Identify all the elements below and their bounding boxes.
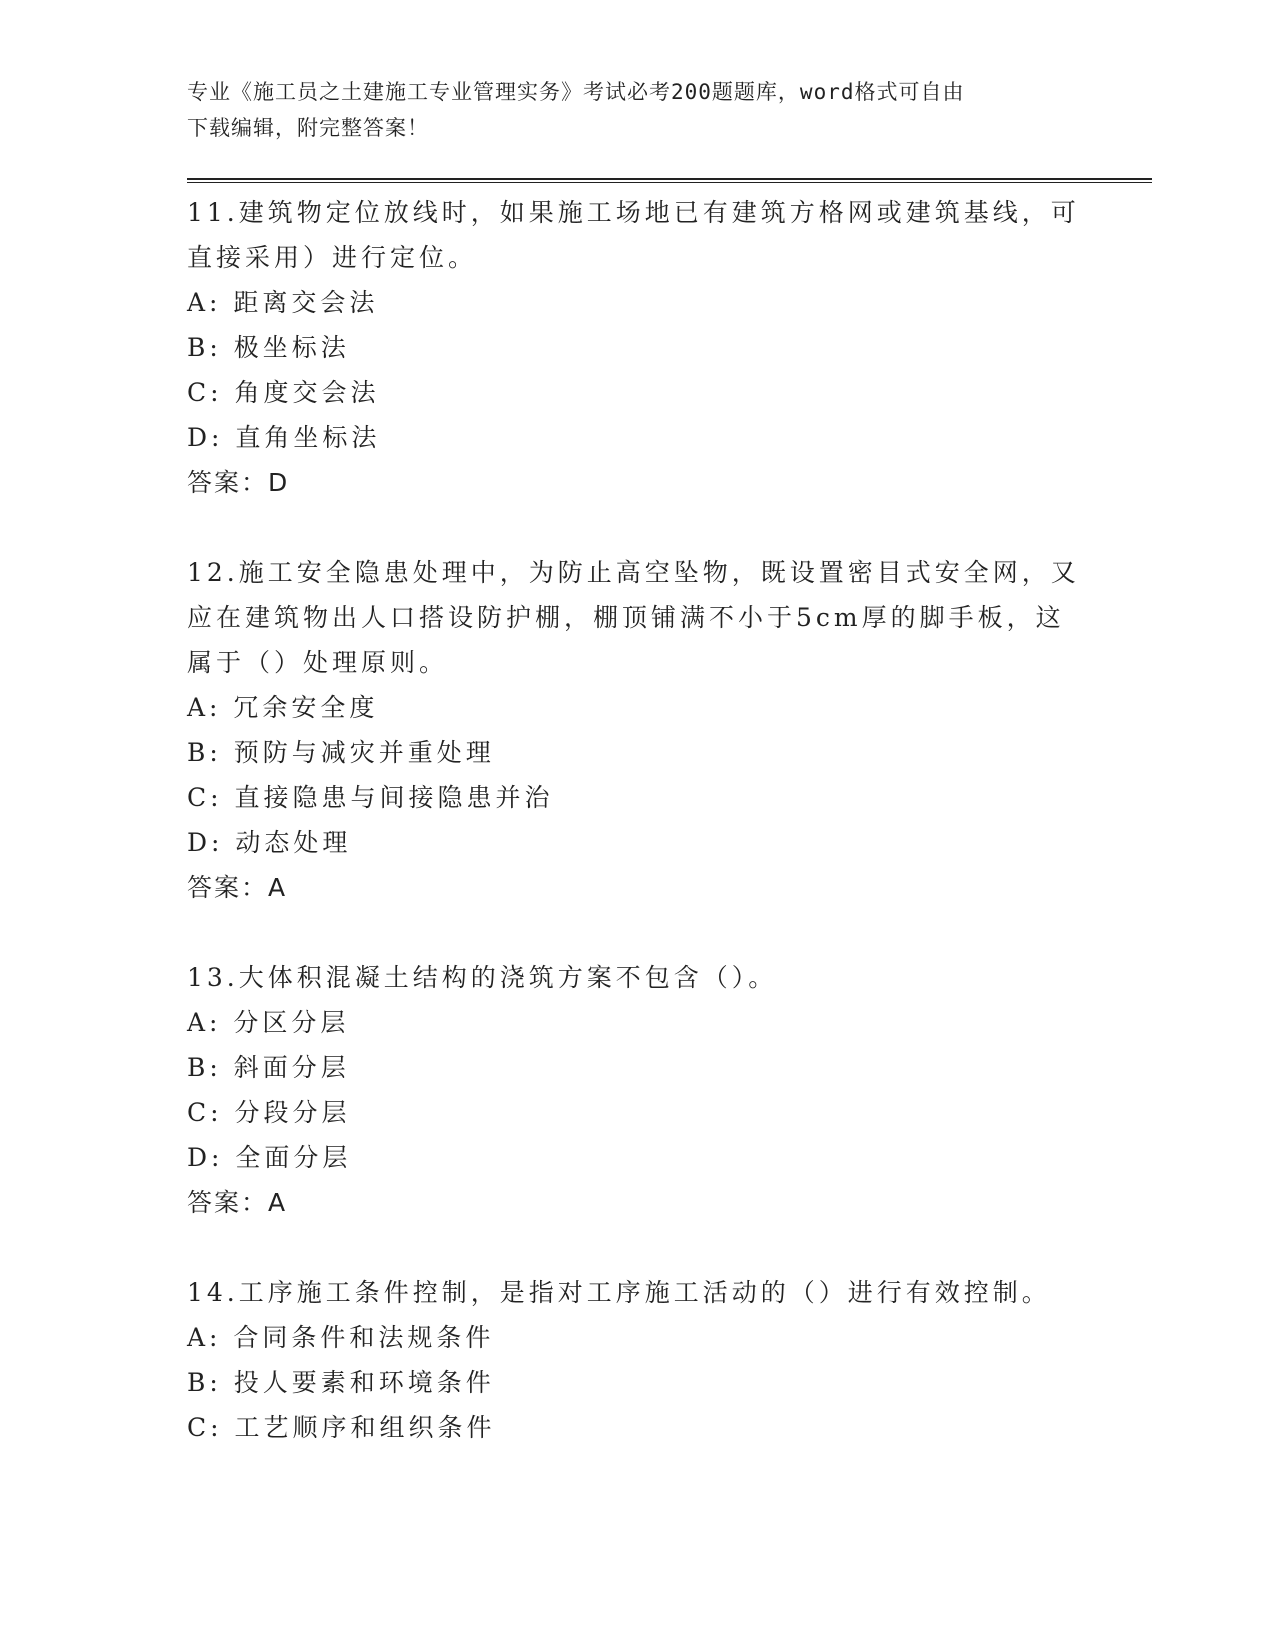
option-d: D: 直角坐标法 <box>187 423 381 452</box>
header-divider-thick <box>187 178 1152 180</box>
question-text: 直接采用）进行定位。 <box>187 243 478 272</box>
answer: 答案：A <box>187 1188 288 1217</box>
option-a: A: 距离交会法 <box>187 288 379 317</box>
option-a: A: 分区分层 <box>187 1008 350 1037</box>
option-d: D: 动态处理 <box>187 828 352 857</box>
header-line-1: 专业《施工员之土建施工专业管理实务》考试必考200题题库，word格式可自由 <box>187 80 965 104</box>
question-text: 应在建筑物出人口搭设防护棚，棚顶铺满不小于5cm厚的脚手板，这 <box>187 603 1065 632</box>
question-spacer <box>187 1225 1087 1270</box>
question-spacer <box>187 910 1087 955</box>
option-a: A: 冗余安全度 <box>187 693 379 722</box>
option-b: B: 投人要素和环境条件 <box>187 1368 495 1397</box>
answer: 答案：A <box>187 873 288 902</box>
header-line-2: 下载编辑，附完整答案！ <box>187 116 429 140</box>
question-list <box>187 190 1087 1450</box>
option-a: A: 合同条件和法规条件 <box>187 1323 495 1352</box>
option-b: B: 预防与减灾并重处理 <box>187 738 495 767</box>
question-14 <box>187 1270 1087 1450</box>
option-c: C: 工艺顺序和组织条件 <box>187 1413 496 1442</box>
question-text: 14.工序施工条件控制，是指对工序施工活动的（）进行有效控制。 <box>187 1278 1051 1307</box>
question-text: 12.施工安全隐患处理中，为防止高空坠物，既设置密目式安全网，又 <box>187 558 1080 587</box>
option-c: C: 直接隐患与间接隐患并治 <box>187 783 554 812</box>
option-c: C: 分段分层 <box>187 1098 351 1127</box>
question-12 <box>187 550 1087 910</box>
answer: 答案：D <box>187 468 290 497</box>
question-spacer <box>187 505 1087 550</box>
question-text: 13.大体积混凝土结构的浇筑方案不包含（）。 <box>187 963 778 992</box>
option-c: C: 角度交会法 <box>187 378 380 407</box>
question-text: 属于（）处理原则。 <box>187 648 449 677</box>
question-11 <box>187 190 1087 505</box>
option-b: B: 极坐标法 <box>187 333 350 362</box>
option-b: B: 斜面分层 <box>187 1053 350 1082</box>
option-d: D: 全面分层 <box>187 1143 352 1172</box>
document-header <box>187 74 1067 146</box>
header-divider-thin <box>187 182 1152 183</box>
question-text: 11.建筑物定位放线时，如果施工场地已有建筑方格网或建筑基线，可 <box>187 198 1080 227</box>
question-13 <box>187 955 1087 1225</box>
